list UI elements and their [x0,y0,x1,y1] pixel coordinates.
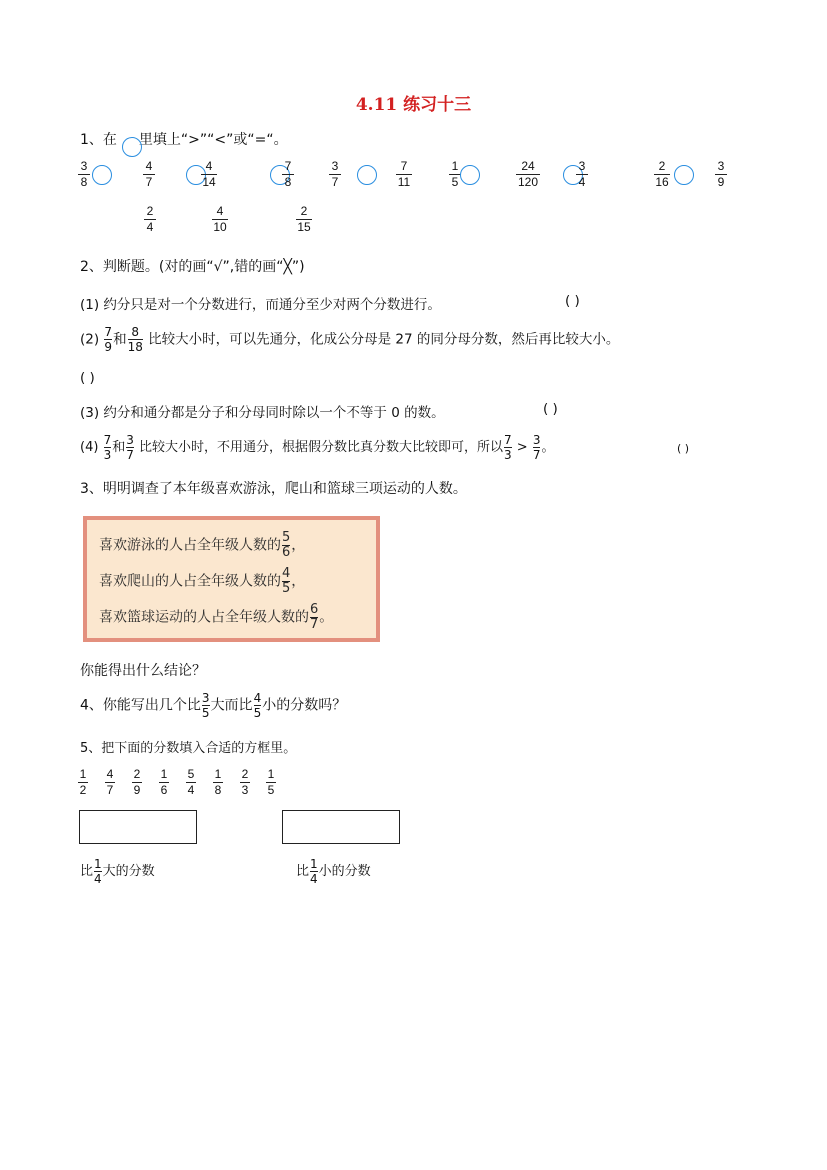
q1-fraction: 4 7 [143,160,155,189]
punct: ， [291,537,306,554]
q5-prompt: 5、把下面的分数填入合适的方框里。 [80,741,297,756]
q1-prompt-end: 里填上“>”“<”或“=“。 [138,132,288,148]
answer-box-less[interactable] [282,810,400,844]
q4-text-a: 4、你能写出几个比 [80,697,201,714]
fraction: $\frac{4}{5}$ [282,566,291,596]
fraction: $\frac{4}{5}$ [253,691,262,720]
q5-fraction: 1 2 [79,767,87,797]
q2-statement-2 [80,326,619,353]
q2-num-4: (4) [80,440,99,455]
q1-fraction: 3 9 [715,160,727,189]
q1-prompt-start: 1、在 [80,132,117,148]
fraction: $\frac{7}{3}$ [504,433,512,462]
q5-fraction: 2 3 [241,767,249,797]
q1-fraction: 4 10 [213,204,227,234]
fraction: $\frac{1}{4}$ [94,857,102,886]
q1-fraction: 7 11 [397,159,411,189]
answer-box-greater[interactable] [79,810,197,844]
q1-fraction: 2 15 [297,204,311,234]
q2-text-4: 比较大小时，不用通分，根据假分数比真分数大比较即可，所以 [139,440,504,455]
label-text: 比 [296,864,310,879]
conj: 和 [113,331,127,348]
q5-fraction: 1 8 [214,767,222,797]
q5-fraction: 2 9 [133,767,141,797]
fraction: $\frac{3}{7}$ [126,433,134,462]
q4-prompt [80,692,346,719]
survey-line-climb [99,568,305,595]
q2-num-2: (2) [80,331,100,348]
survey-text: 喜欢爬山的人占全年级人数的 [99,573,281,590]
period: 。 [541,440,555,455]
label-text: 小的分数 [318,864,371,879]
label-less [296,858,371,885]
survey-panel [83,516,380,642]
q2-prompt: 2、判断题。(对的画“√”,错的画“╳”) [80,259,305,275]
q1-fraction: 3 4 [576,160,588,189]
q2-answer-3[interactable]: ( ) [543,401,558,417]
q1-fraction: 4 14 [202,159,216,189]
q3-prompt: 3、明明调查了本年级喜欢游泳，爬山和篮球三项运动的人数。 [80,481,467,497]
label-text: 比 [80,864,94,879]
compare-blank-5[interactable] [460,165,480,185]
fraction: $\frac{6}{7}$ [310,602,319,632]
greater-than: > [516,440,528,455]
fraction: $\frac{7}{9}$ [104,325,113,354]
fraction: $\frac{5}{6}$ [282,530,291,560]
q1-fraction: 7 8 [282,160,294,189]
compare-blank-example [122,137,142,157]
fraction: $\frac{3}{5}$ [201,691,210,720]
q1-fraction: 2 16 [655,159,669,189]
survey-line-swim [99,532,305,559]
q1-fraction: 3 7 [329,160,341,189]
punct: ， [291,573,306,590]
survey-line-basketball [99,604,333,631]
fraction: $\frac{7}{3}$ [103,433,112,462]
punct: 。 [319,609,334,626]
q2-answer-4[interactable]: ( ) [677,442,690,455]
q2-answer-1[interactable]: ( ) [565,293,580,309]
conj: 和 [112,440,126,455]
q5-fraction: 5 4 [187,767,195,797]
q2-text-2: 比较大小时，可以先通分，化成公分母是 27 的同分母分数，然后再比较大小。 [148,331,620,348]
q5-fraction: 1 5 [267,767,275,797]
label-greater [80,858,155,885]
fraction: $\frac{8}{18}$ [127,325,143,354]
q3-question: 你能得出什么结论？ [80,663,206,679]
compare-blank-1[interactable] [92,165,112,185]
q2-statement-4 [80,434,555,461]
q1-fraction: 24 120 [517,159,539,189]
q2-answer-2[interactable]: ( ) [80,370,95,386]
page-title: 4.11 练习十三 [355,95,472,115]
q1-fraction: 2 4 [144,205,156,234]
q2-statement-3: (3) 约分和通分都是分子和分母同时除以一个不等于 0 的数。 [80,405,445,421]
q4-text-c: 小的分数吗？ [262,697,347,714]
q1-prompt [80,129,288,149]
fraction: $\frac{1}{4}$ [310,857,318,886]
q4-text-b: 大而比 [210,697,253,714]
fraction: $\frac{3}{7}$ [532,433,541,462]
survey-text: 喜欢篮球运动的人占全年级人数的 [99,609,309,626]
q2-statement-1: (1) 约分只是对一个分数进行，而通分至少对两个分数进行。 [80,297,441,313]
survey-text: 喜欢游泳的人占全年级人数的 [99,537,281,554]
compare-blank-4[interactable] [357,165,377,185]
q5-fraction: 4 7 [106,767,114,797]
q1-fraction: 3 8 [78,160,90,189]
compare-blank-7[interactable] [674,165,694,185]
q5-fraction: 1 6 [160,767,168,797]
q1-fraction: 1 5 [449,160,461,189]
label-text: 大的分数 [102,864,155,879]
